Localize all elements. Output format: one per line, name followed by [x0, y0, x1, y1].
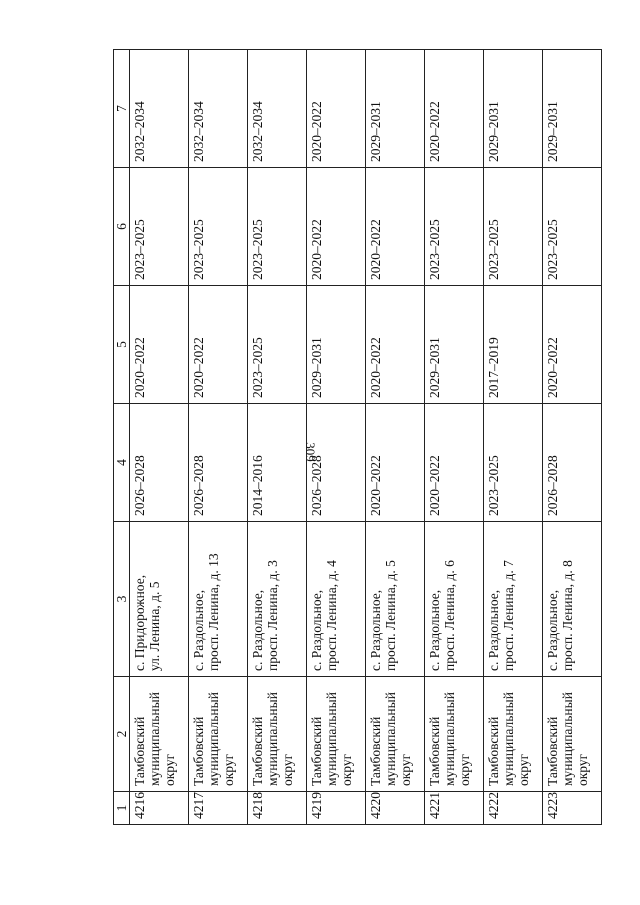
row-number-cell: 4217	[189, 792, 248, 825]
table-row	[307, 50, 366, 825]
row-number-cell: 4222	[484, 792, 543, 825]
address-cell: с. Раздольное, просп. Ленина, д. 7	[484, 522, 543, 677]
table-row	[366, 50, 425, 825]
period-cell-col-6: 2023–2025	[189, 168, 248, 286]
period-cell-col-4: 2026–2028	[189, 404, 248, 522]
period-cell-col-6: 2023–2025	[248, 168, 307, 286]
district-cell: Тамбовский муниципальный округ	[366, 677, 425, 792]
period-cell-col-4: 2026–2028	[130, 404, 189, 522]
table-row	[484, 50, 543, 825]
table-row	[130, 50, 189, 825]
header-cell-col-3: 3	[114, 522, 130, 677]
period-cell-col-7: 2029–2031	[484, 50, 543, 168]
table-row	[248, 50, 307, 825]
address-cell: с. Раздольное, просп. Ленина, д. 4	[307, 522, 366, 677]
period-cell-col-5: 2020–2022	[130, 286, 189, 404]
row-number-cell: 4216	[130, 792, 189, 825]
table-row	[543, 50, 602, 825]
period-cell-col-5: 2023–2025	[248, 286, 307, 404]
district-cell: Тамбовский муниципальный округ	[130, 677, 189, 792]
table-container	[113, 85, 593, 825]
period-cell-col-7: 2020–2022	[425, 50, 484, 168]
period-cell-col-4: 2026–2028	[307, 404, 366, 522]
period-cell-col-5: 2029–2031	[307, 286, 366, 404]
row-number-cell: 4221	[425, 792, 484, 825]
address-cell: с. Раздольное, просп. Ленина, д. 6	[425, 522, 484, 677]
header-cell-col-2: 2	[114, 677, 130, 792]
period-cell-col-6: 2023–2025	[130, 168, 189, 286]
period-cell-col-6: 2023–2025	[484, 168, 543, 286]
address-cell: с. Придорожное, ул. Ленина, д. 5	[130, 522, 189, 677]
header-cell-col-4: 4	[114, 404, 130, 522]
data-table	[113, 49, 602, 825]
period-cell-col-6: 2023–2025	[425, 168, 484, 286]
period-cell-col-5: 2020–2022	[189, 286, 248, 404]
period-cell-col-5: 2029–2031	[425, 286, 484, 404]
district-cell: Тамбовский муниципальный округ	[425, 677, 484, 792]
address-cell: с. Раздольное, просп. Ленина, д. 13	[189, 522, 248, 677]
table-row	[425, 50, 484, 825]
period-cell-col-6: 2023–2025	[543, 168, 602, 286]
district-cell: Тамбовский муниципальный округ	[484, 677, 543, 792]
page-number: 309	[303, 442, 318, 462]
period-cell-col-7: 2029–2031	[543, 50, 602, 168]
header-cell-col-7: 7	[114, 50, 130, 168]
period-cell-col-4: 2026–2028	[543, 404, 602, 522]
period-cell-col-5: 2020–2022	[366, 286, 425, 404]
period-cell-col-5: 2020–2022	[543, 286, 602, 404]
row-number-cell: 4220	[366, 792, 425, 825]
district-cell: Тамбовский муниципальный округ	[189, 677, 248, 792]
period-cell-col-7: 2020–2022	[307, 50, 366, 168]
period-cell-col-4: 2020–2022	[425, 404, 484, 522]
address-cell: с. Раздольное, просп. Ленина, д. 8	[543, 522, 602, 677]
row-number-cell: 4223	[543, 792, 602, 825]
period-cell-col-6: 2020–2022	[366, 168, 425, 286]
table-row	[189, 50, 248, 825]
period-cell-col-7: 2029–2031	[366, 50, 425, 168]
address-cell: с. Раздольное, просп. Ленина, д. 3	[248, 522, 307, 677]
header-cell-col-6: 6	[114, 168, 130, 286]
header-cell-col-1: 1	[114, 792, 130, 825]
period-cell-col-6: 2020–2022	[307, 168, 366, 286]
period-cell-col-5: 2017–2019	[484, 286, 543, 404]
header-cell-col-5: 5	[114, 286, 130, 404]
period-cell-col-4: 2020–2022	[366, 404, 425, 522]
period-cell-col-4: 2023–2025	[484, 404, 543, 522]
period-cell-col-7: 2032–2034	[130, 50, 189, 168]
district-cell: Тамбовский муниципальный округ	[248, 677, 307, 792]
row-number-cell: 4218	[248, 792, 307, 825]
district-cell: Тамбовский муниципальный округ	[543, 677, 602, 792]
district-cell: Тамбовский муниципальный округ	[307, 677, 366, 792]
address-cell: с. Раздольное, просп. Ленина, д. 5	[366, 522, 425, 677]
row-number-cell: 4219	[307, 792, 366, 825]
period-cell-col-7: 2032–2034	[248, 50, 307, 168]
period-cell-col-7: 2032–2034	[189, 50, 248, 168]
period-cell-col-4: 2014–2016	[248, 404, 307, 522]
table-header-row	[114, 50, 130, 825]
